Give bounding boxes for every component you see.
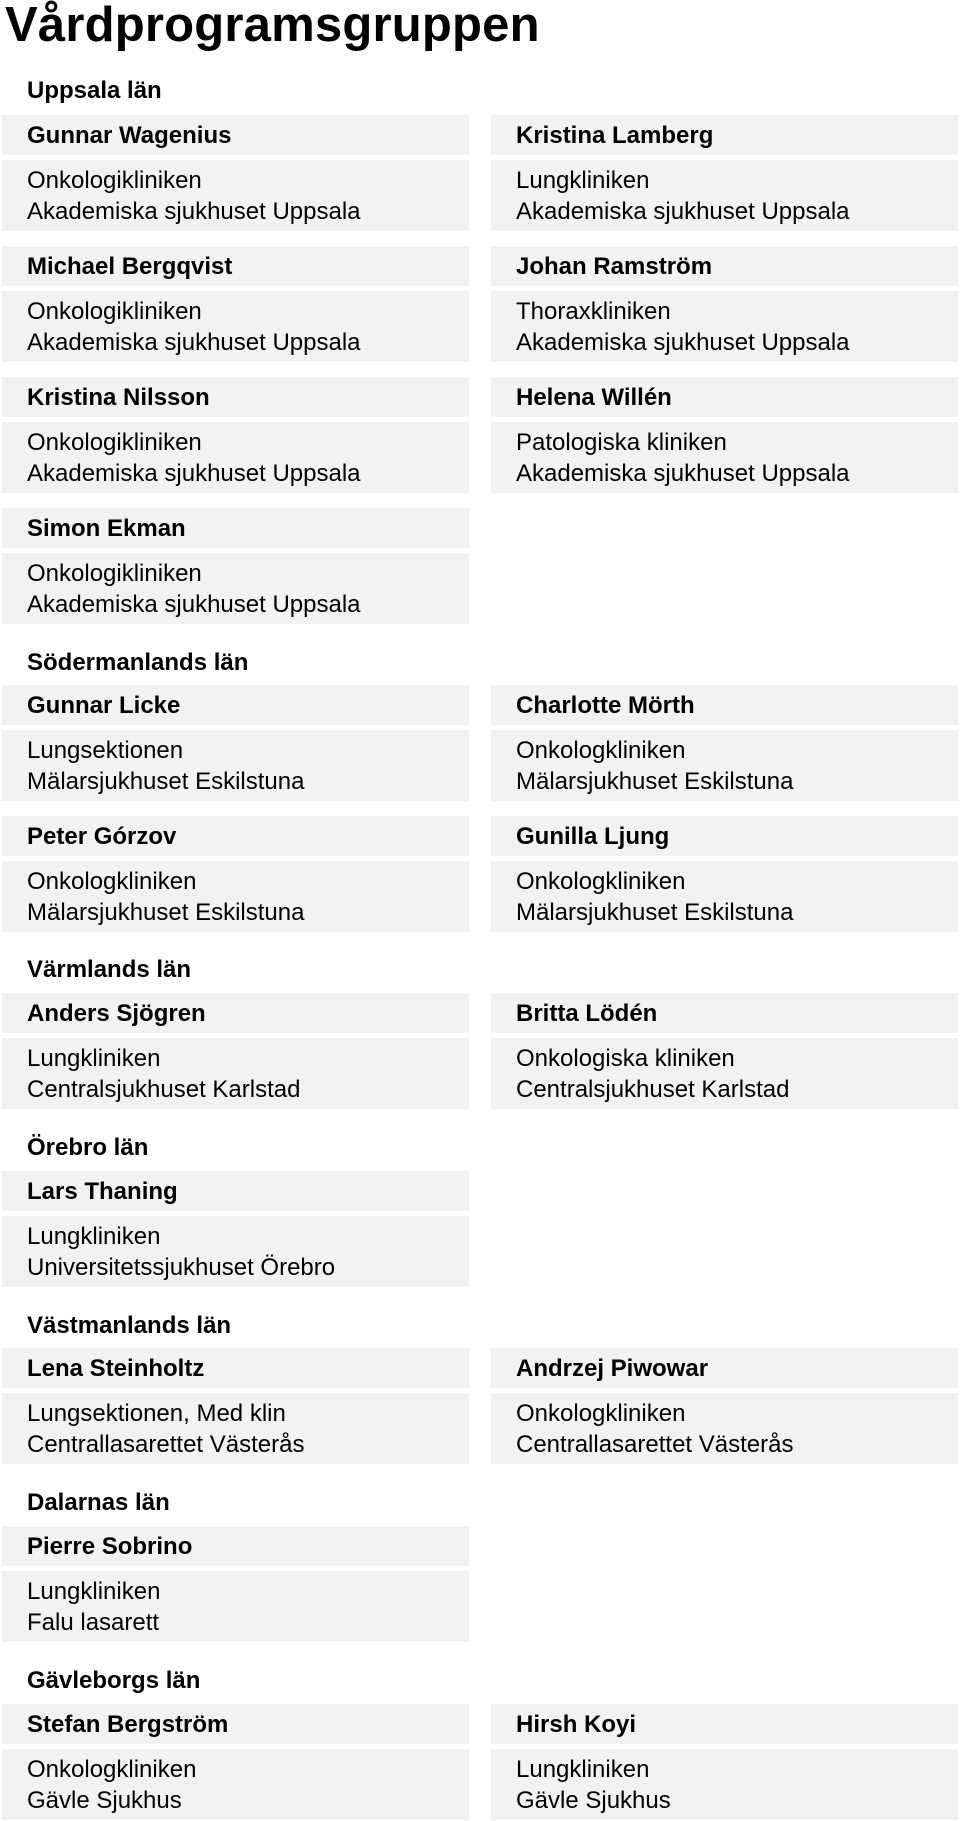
member-card-charlotte-morth [491,685,958,801]
member-name: Gunilla Ljung [491,816,958,856]
member-card-michael-bergqvist [2,246,469,362]
member-card-simon-ekman [2,508,469,624]
member-name: Britta Lödén [491,993,958,1033]
region-heading-orebro: Örebro län [27,1134,149,1161]
member-hospital: Mälarsjukhuset Eskilstuna [27,768,305,795]
member-department: Onkologikliniken [27,560,202,587]
member-hospital: Gävle Sjukhus [27,1787,182,1814]
member-name: Hirsh Koyi [491,1704,958,1744]
member-affiliation [491,730,958,801]
member-name: Andrzej Piwowar [491,1348,958,1388]
member-hospital: Mälarsjukhuset Eskilstuna [516,768,794,795]
member-hospital: Centralsjukhuset Karlstad [516,1076,790,1103]
member-department: Onkologikliniken [27,429,202,456]
member-name: Kristina Lamberg [491,115,958,155]
region-heading-gavleborg: Gävleborgs län [27,1667,201,1694]
member-hospital: Akademiska sjukhuset Uppsala [27,591,361,618]
member-hospital: Akademiska sjukhuset Uppsala [27,329,361,356]
member-department: Onkologkliniken [516,1400,686,1427]
member-hospital: Akademiska sjukhuset Uppsala [516,198,850,225]
member-department: Onkologikliniken [27,298,202,325]
member-hospital: Centralsjukhuset Karlstad [27,1076,301,1103]
member-card-gunnar-wagenius [2,115,469,231]
member-department: Lungkliniken [27,1223,161,1250]
member-department: Lungsektionen, Med klin [27,1400,286,1427]
member-affiliation [491,1749,958,1820]
member-card-lena-steinholtz [2,1348,469,1464]
member-name: Helena Willén [491,377,958,417]
member-name: Stefan Bergström [2,1704,469,1744]
member-department: Lungkliniken [516,167,650,194]
region-heading-dalarna: Dalarnas län [27,1489,170,1516]
member-card-anders-sjogren [2,993,469,1109]
member-department: Lungkliniken [516,1756,650,1783]
member-name: Simon Ekman [2,508,469,548]
member-name: Peter Górzov [2,816,469,856]
member-card-hirsh-koyi [491,1704,958,1820]
member-name: Anders Sjögren [2,993,469,1033]
member-name: Lena Steinholtz [2,1348,469,1388]
member-department: Onkologikliniken [27,167,202,194]
member-affiliation [2,422,469,493]
member-affiliation [2,1571,469,1642]
member-card-johan-ramstrom [491,246,958,362]
page-title: Vårdprogramsgruppen [5,0,540,52]
member-department: Lungkliniken [27,1578,161,1605]
member-card-stefan-bergstrom [2,1704,469,1820]
member-affiliation [2,1216,469,1287]
region-heading-uppsala: Uppsala län [27,77,162,104]
member-hospital: Mälarsjukhuset Eskilstuna [516,899,794,926]
member-department: Patologiska kliniken [516,429,727,456]
member-hospital: Centrallasarettet Västerås [516,1431,794,1458]
member-card-kristina-lamberg [491,115,958,231]
member-affiliation [2,1038,469,1109]
member-affiliation [491,422,958,493]
member-affiliation [2,730,469,801]
member-card-britta-loden [491,993,958,1109]
member-card-gunilla-ljung [491,816,958,932]
member-affiliation [491,160,958,231]
member-affiliation [2,861,469,932]
member-hospital: Centrallasarettet Västerås [27,1431,305,1458]
member-affiliation [2,160,469,231]
member-name: Kristina Nilsson [2,377,469,417]
member-department: Lungkliniken [27,1045,161,1072]
member-hospital: Falu lasarett [27,1609,160,1636]
member-affiliation [2,1749,469,1820]
member-name: Gunnar Licke [2,685,469,725]
member-hospital: Akademiska sjukhuset Uppsala [516,329,850,356]
member-affiliation [491,861,958,932]
member-card-lars-thaning [2,1171,469,1287]
member-affiliation [491,1393,958,1464]
member-card-andrzej-piwowar [491,1348,958,1464]
member-name: Charlotte Mörth [491,685,958,725]
member-hospital: Akademiska sjukhuset Uppsala [27,198,361,225]
member-name: Gunnar Wagenius [2,115,469,155]
member-name: Lars Thaning [2,1171,469,1211]
member-name: Michael Bergqvist [2,246,469,286]
member-affiliation [2,291,469,362]
member-hospital: Mälarsjukhuset Eskilstuna [27,899,305,926]
member-hospital: Universitetssjukhuset Örebro [27,1254,336,1281]
member-affiliation [491,291,958,362]
member-card-helena-willen [491,377,958,493]
region-heading-vastmanland: Västmanlands län [27,1312,232,1339]
member-department: Onkologiska kliniken [516,1045,735,1072]
member-card-gunnar-licke [2,685,469,801]
member-affiliation [2,553,469,624]
member-card-kristina-nilsson [2,377,469,493]
member-department: Onkologkliniken [27,1756,197,1783]
member-department: Onkologkliniken [27,868,197,895]
region-heading-sodermanland: Södermanlands län [27,649,249,676]
member-name: Johan Ramström [491,246,958,286]
member-hospital: Akademiska sjukhuset Uppsala [516,460,850,487]
region-heading-varmland: Värmlands län [27,956,192,983]
member-department: Lungsektionen [27,737,184,764]
member-hospital: Akademiska sjukhuset Uppsala [27,460,361,487]
member-card-pierre-sobrino [2,1526,469,1642]
member-department: Onkologkliniken [516,737,686,764]
member-affiliation [491,1038,958,1109]
member-department: Onkologkliniken [516,868,686,895]
member-hospital: Gävle Sjukhus [516,1787,671,1814]
member-affiliation [2,1393,469,1464]
member-name: Pierre Sobrino [2,1526,469,1566]
member-card-peter-gorzov [2,816,469,932]
member-department: Thoraxkliniken [516,298,671,325]
